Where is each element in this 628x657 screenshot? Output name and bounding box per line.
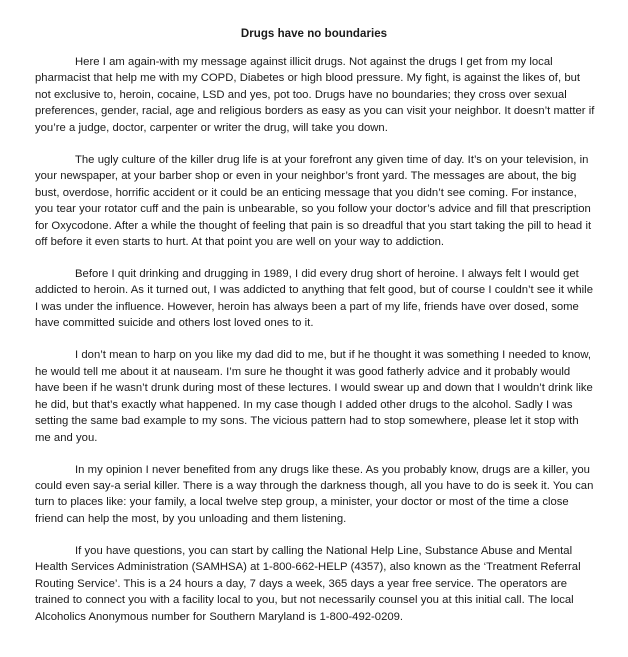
body-paragraph: If you have questions, you can start by calling the National Help Line, Substance Abuse and Mental Health Services Administration (SAMHSA) at 1-800-662-HELP (4357), also known as the ‘Treatment Referral Routing Service’. This is a 24 hours a day, 7 days a week, 365 days a year free service. The operators are trained to connect you with a facility local to you, but not necessarily counsel you at this initial call. The local Alcoholics Anonymous number for Southern Maryland is 1-800-492-0209. — [35, 544, 581, 623]
body-paragraph: In my opinion I never benefited from any drugs like these. As you probably know, drugs are a killer, you could even say-a serial killer. There is a way through the darkness though, all you have to do is seek it. You can turn to places like: your family, a local twelve step group, a minister, your doctor or most of the time a close friend can help the most, by you unloading and them listening. — [35, 463, 594, 525]
body-paragraph: The ugly culture of the killer drug life is at your forefront any given time of day. It’s on your television, in your newspaper, at your barber shop or even in your neighbor’s front yard. The messages are about, the big bust, overdose, horrific accident or it could be an enticing message that you didn’t see coming. For instance, you tear your rotator cuff and the pain is unbearable, so you follow your doctor’s advice and fill that prescription for Oxycodone. After a while the thought of feeling that pain is so dreadful that you start taking the pill to head it off before it even starts to hurt. At that point you are well on your way to addiction. — [35, 153, 592, 249]
body-paragraph: Here I am again-with my message against illicit drugs. Not against the drugs I get from my local pharmacist that help me with my COPD, Diabetes or high blood pressure. My fight, is against the likes of, but not exclusive to, heroin, cocaine, LSD and yes, pot too. Drugs have no boundaries; they cross over sexual preferences, gender, racial, age and religious borders as easy as you can visit your neighbor. It doesn’t matter if you’re a judge, doctor, carpenter or writer the drug, will take you down. — [35, 56, 595, 134]
body-paragraph: Before I quit drinking and drugging in 1989, I did every drug short of heroine. I always felt I would get addicted to heroin. As it turned out, I was addicted to anything that felt good, but of course I couldn’t see it while I was under the influence. However, heroin has always been a part of my life, friends have over dosed, some have committed suicide and others lost loved ones to it. — [35, 267, 593, 330]
page-title: Drugs have no boundaries — [240, 28, 388, 40]
document-body — [0, 41, 628, 625]
body-paragraph: I don’t mean to harp on you like my dad did to me, but if he thought it was something I needed to know, he would tell me about it at nauseam. I’m sure he thought it was good fatherly advice and it probably would have been if he wasn’t drunk during most of these lectures. I would swear up and down that I wouldn’t drink like he did, but that’s exactly what happened. In my case though I added other drugs to the alcohol. Sadly I was setting the same bad example to my sons. The vicious pattern had to stop somewhere, please let it stop with me and you. — [35, 349, 593, 444]
